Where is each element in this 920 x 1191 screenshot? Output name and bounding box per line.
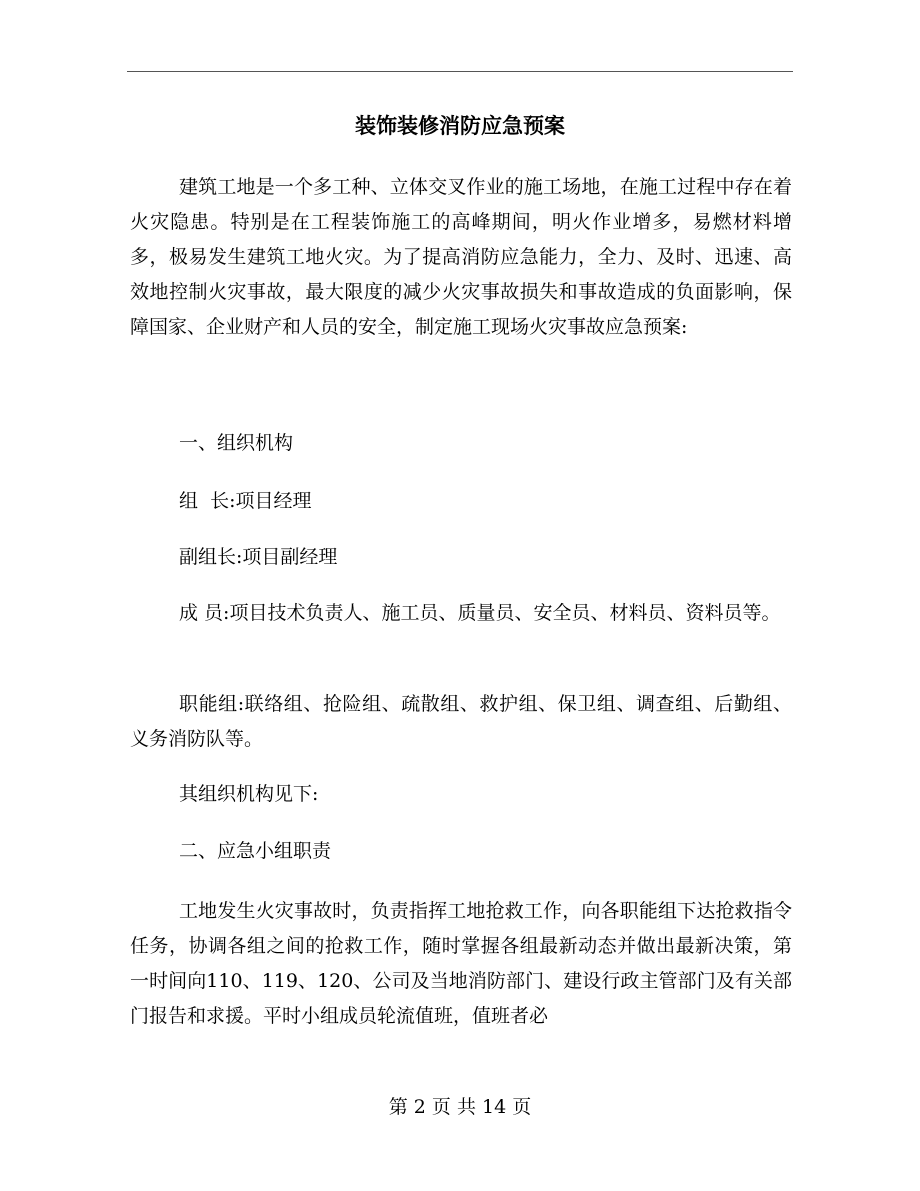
paragraph-intro: 建筑工地是一个多工种、立体交叉作业的施工场地，在施工过程中存在着火灾隐患。特别是在工程装饰施工的高峰期间，明火作业增多，易燃材料增多，极易发生建筑工地火灾。为了提高消防应急能力，全力、及时、迅速、高效地控制火灾事故，最大限度的减少火灾事故损失和事故造成的负面影响，保障国家、企业财产和人员的安全，制定施工现场火灾事故应急预案: [130, 176, 792, 338]
paragraph-function-groups: 职能组:联络组、抢险组、疏散组、救护组、保卫组、调查组、后勤组、义务消防队等。 [130, 693, 792, 750]
paragraph-members: 成 员:项目技术负责人、施工员、质量员、安全员、材料员、资料员等。 [179, 602, 781, 624]
header-rule [127, 71, 793, 72]
paragraph-leader: 组 长:项目经理 [179, 490, 312, 512]
paragraph-duties: 工地发生火灾事故时，负责指挥工地抢救工作，向各职能组下达抢救指令任务，协调各组之间的抢救工作，随时掌握各组最新动态并做出最新决策，第一时间向110、119、120、公司及当地消防部门、建设行政主管部门及有关部门报告和求援。平时小组成员轮流值班，值班者必 [130, 900, 792, 1027]
page-footer: 第 2 页 共 14 页 [388, 1096, 532, 1118]
section-heading-duties: 二、应急小组职责 [179, 840, 332, 862]
paragraph-deputy-leader: 副组长:项目副经理 [179, 546, 338, 568]
paragraph-org-chart-note: 其组织机构见下: [179, 783, 319, 805]
section-heading-organization: 一、组织机构 [179, 432, 294, 454]
document-title: 装饰装修消防应急预案 [355, 113, 565, 138]
